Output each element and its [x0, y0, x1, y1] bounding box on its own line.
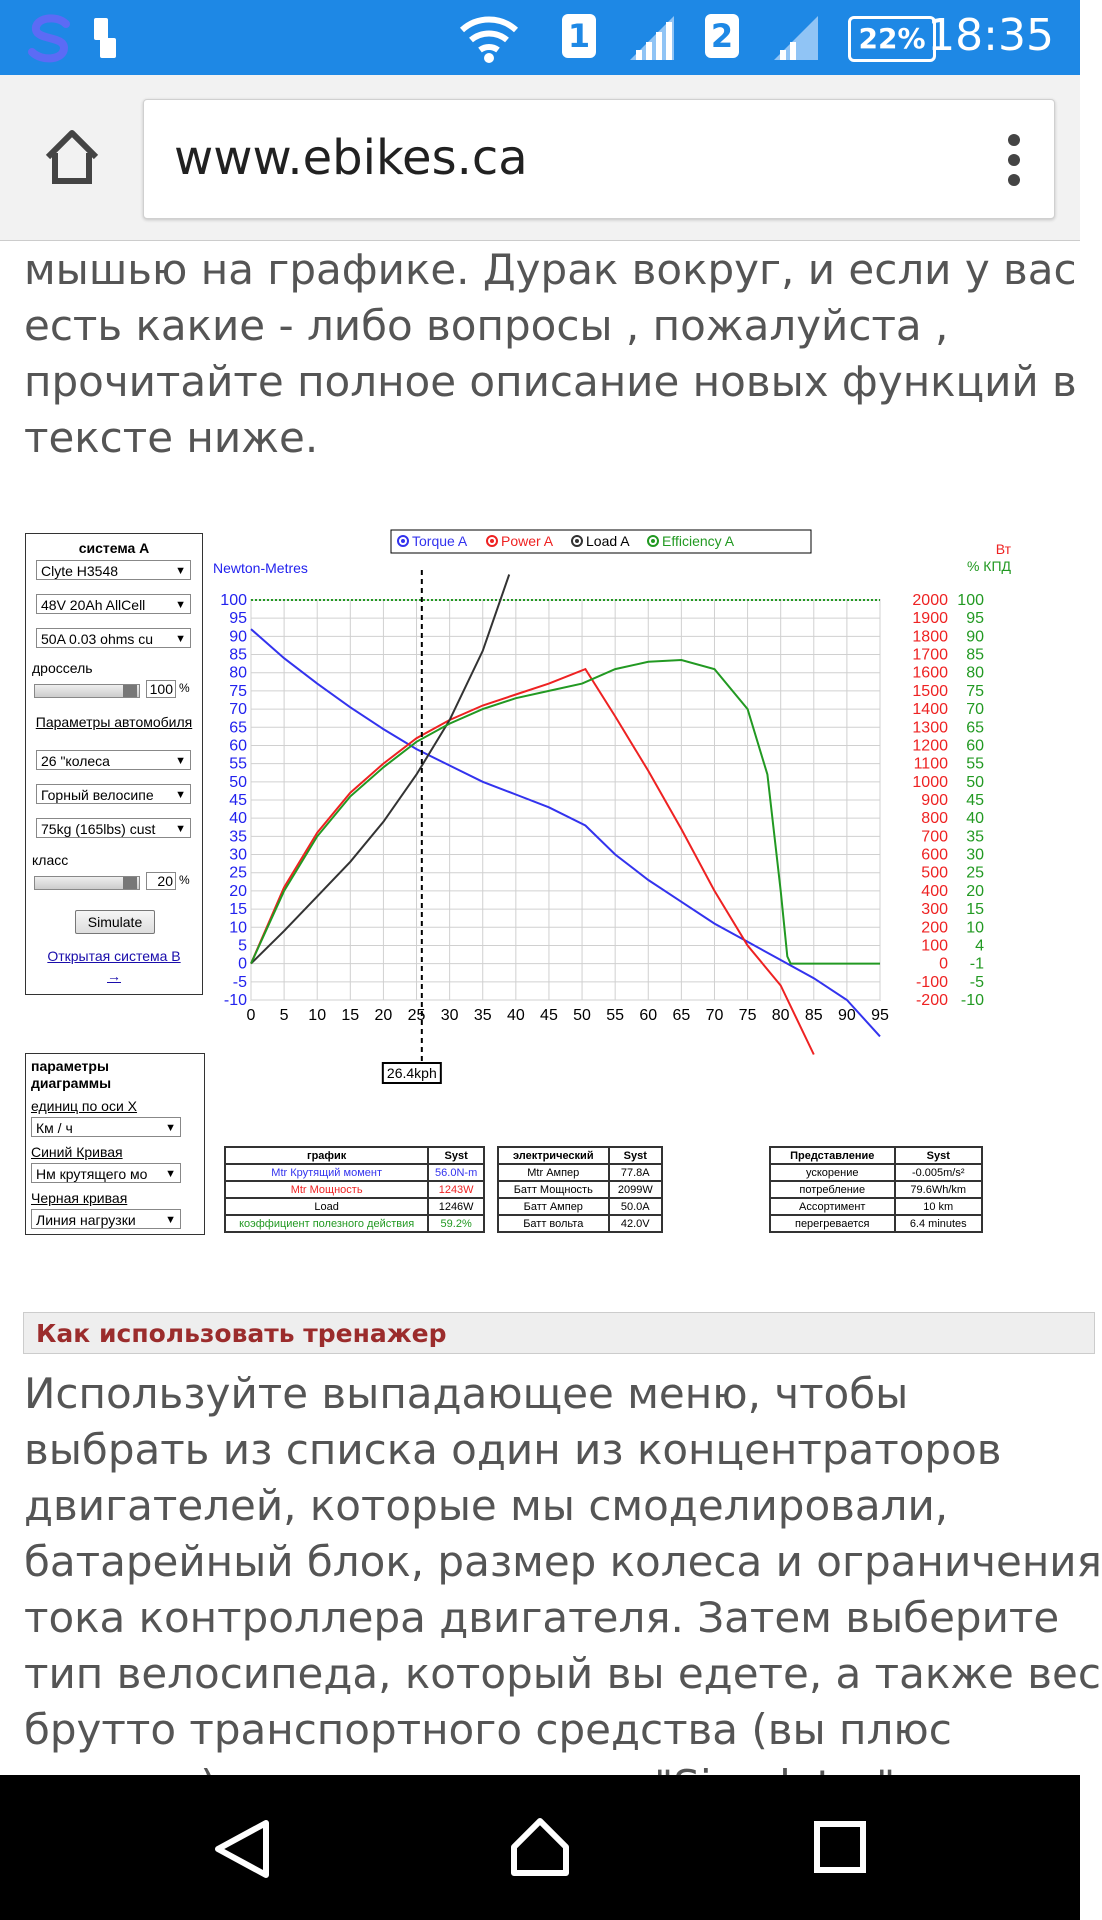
power-tick-label: 300	[921, 901, 948, 919]
efficiency-tick-label: 95	[966, 610, 984, 628]
blue-curve-label: Синий Кривая	[31, 1144, 123, 1160]
simulation-chart[interactable]	[205, 525, 1035, 1081]
power-tick-label: 1200	[912, 737, 948, 755]
table-row	[498, 1215, 662, 1232]
speed-marker-label: 26.4kph	[386, 1065, 437, 1081]
system-a-title: система A	[78, 540, 150, 556]
efficiency-tick-label: -10	[960, 992, 984, 1009]
x-tick-label: 70	[705, 1007, 724, 1024]
diagram-params-title: параметры диаграммы	[31, 1058, 112, 1091]
controller-select[interactable]	[36, 628, 191, 648]
y-tick-label: 75	[229, 682, 247, 700]
x-units-value: Км / ч	[36, 1120, 73, 1136]
throttle-label: дроссель	[32, 660, 93, 676]
table-cell: Load	[225, 1198, 428, 1215]
body-line: Используйте выпадающее меню, чтобы	[24, 1369, 909, 1418]
power-tick-label: 1700	[912, 646, 948, 664]
table-row	[225, 1198, 484, 1215]
efficiency-tick-label: 25	[966, 864, 984, 882]
efficiency-tick-label: 75	[966, 682, 984, 700]
power-tick-label: 200	[921, 919, 948, 937]
table-cell: Батт Ампер	[498, 1198, 609, 1215]
power-tick-label: 1300	[912, 719, 948, 737]
blue-curve-select[interactable]	[31, 1163, 181, 1183]
x-tick-label: 55	[606, 1007, 625, 1024]
legend-radio-dot	[575, 539, 579, 543]
table-cell: 56.0N-m	[428, 1164, 484, 1181]
efficiency-tick-label: 4	[975, 937, 984, 955]
signal-icon	[628, 14, 676, 62]
table-cell: 42.0V	[609, 1215, 662, 1232]
graph-table	[224, 1146, 485, 1233]
recents-icon[interactable]	[812, 1819, 868, 1875]
status-bar	[0, 0, 1080, 75]
table-row	[770, 1181, 982, 1198]
intro-line: мышью на графике. Дурак вокруг, и если у вас	[24, 245, 1077, 294]
grade-input[interactable]: 20	[146, 872, 176, 890]
y-tick-label: 5	[238, 937, 247, 955]
battery-select[interactable]	[36, 594, 191, 614]
x-units-label: единиц по оси X	[31, 1098, 138, 1114]
menu-dots-icon[interactable]	[1006, 134, 1022, 186]
power-tick-label: 500	[921, 864, 948, 882]
x-tick-label: 90	[837, 1007, 856, 1024]
table-cell: 1246W	[428, 1198, 484, 1215]
power-tick-label: 100	[921, 937, 948, 955]
x-tick-label: 35	[473, 1007, 492, 1024]
table-header: Syst	[895, 1147, 983, 1164]
table-cell: 10 km	[895, 1198, 983, 1215]
chevron-down-icon: ▼	[165, 1122, 176, 1134]
table-cell: 2099W	[609, 1181, 662, 1198]
table-row	[225, 1215, 484, 1232]
table-row	[770, 1164, 982, 1181]
battery-value: 48V 20Ah AllCell	[41, 597, 146, 613]
efficiency-tick-label: -1	[969, 955, 984, 973]
grade-label: класс	[32, 852, 69, 868]
wheel-value: 26 "колеса	[41, 753, 110, 769]
slider-knob[interactable]	[123, 877, 137, 889]
arrow-right-icon[interactable]: →	[107, 968, 121, 984]
table-row	[498, 1198, 662, 1215]
wheel-select[interactable]	[36, 750, 191, 770]
efficiency-tick-label: 20	[966, 882, 984, 900]
table-header: Syst	[428, 1147, 484, 1164]
weight-value: 75kg (165lbs) cust	[41, 821, 156, 837]
y-tick-label: 35	[229, 828, 247, 846]
x-tick-label: 50	[573, 1007, 591, 1024]
efficiency-tick-label: 65	[966, 719, 984, 737]
table-cell: -0.005m/s²	[895, 1164, 983, 1181]
intro-line: есть какие - либо вопросы , пожалуйста ,	[24, 301, 949, 350]
table-header: график	[225, 1147, 428, 1164]
browser-toolbar	[0, 75, 1080, 241]
efficiency-tick-label: 70	[966, 701, 984, 719]
weight-select[interactable]	[36, 818, 191, 838]
app-logo-icon	[22, 10, 78, 66]
y-tick-label: -10	[223, 992, 247, 1009]
electric-table	[497, 1146, 663, 1233]
y-tick-label: 55	[229, 755, 247, 773]
home-icon[interactable]	[42, 127, 102, 187]
efficiency-tick-label: 55	[966, 755, 984, 773]
legend-radio-dot	[490, 539, 494, 543]
controller-value: 50A 0.03 ohms cu	[41, 631, 154, 647]
table-header: Syst	[609, 1147, 662, 1164]
percent-sign: %	[179, 681, 190, 695]
y-tick-label: 85	[229, 646, 247, 664]
phone-icon	[92, 16, 118, 60]
efficiency-tick-label: 40	[966, 810, 984, 828]
y-tick-label: 25	[229, 864, 247, 882]
bike-type-select[interactable]	[36, 784, 191, 804]
table-cell: Батт Мощность	[498, 1181, 609, 1198]
left-axis-label: Newton-Metres	[213, 560, 308, 576]
x-tick-label: 65	[672, 1007, 691, 1024]
table-cell: 59.2%	[428, 1215, 484, 1232]
y-tick-label: 80	[229, 664, 247, 682]
efficiency-tick-label: 80	[966, 664, 984, 682]
chevron-down-icon: ▼	[175, 755, 186, 767]
power-tick-label: 1400	[912, 701, 948, 719]
system-a-panel	[25, 533, 203, 995]
chevron-down-icon: ▼	[175, 633, 186, 645]
chevron-down-icon: ▼	[175, 599, 186, 611]
table-row	[498, 1164, 662, 1181]
body-line: брутто транспортного средства (вы плюс	[24, 1705, 952, 1754]
table-cell: Mtr Ампер	[498, 1164, 609, 1181]
efficiency-tick-label: 100	[957, 592, 984, 609]
diagram-params-panel	[25, 1053, 205, 1235]
table-header: Представление	[770, 1147, 895, 1164]
power-tick-label: 1100	[913, 755, 948, 773]
table-cell: Батт вольта	[498, 1215, 609, 1232]
intro-paragraph	[24, 242, 1077, 466]
efficiency-tick-label: 60	[966, 737, 984, 755]
open-system-b-link[interactable]: Открытая система B	[47, 948, 181, 964]
table-cell: 77.8A	[609, 1164, 662, 1181]
chevron-down-icon: ▼	[175, 789, 186, 801]
vehicle-params-link[interactable]: Параметры автомобиля	[35, 714, 193, 730]
power-tick-label: 900	[921, 792, 948, 809]
performance-table	[769, 1146, 983, 1233]
x-tick-label: 10	[308, 1007, 327, 1024]
power-tick-label: -100	[915, 973, 948, 991]
y-tick-label: 50	[229, 773, 247, 791]
y-tick-label: 30	[229, 846, 247, 864]
x-tick-label: 30	[440, 1007, 459, 1024]
table-row	[770, 1198, 982, 1215]
black-curve-select[interactable]	[31, 1209, 181, 1229]
table-row	[225, 1164, 484, 1181]
motor-select[interactable]	[36, 560, 191, 580]
body-line: батарейный блок, размер колеса и ограничения	[24, 1537, 1102, 1586]
power-tick-label: 0	[939, 955, 948, 973]
power-tick-label: 600	[921, 846, 948, 864]
body-line: тока контроллера двигателя. Затем выберите	[24, 1593, 1060, 1642]
table-cell: потребление	[770, 1181, 895, 1198]
section-header	[23, 1312, 1095, 1354]
motor-value: Clyte H3548	[41, 563, 119, 579]
body-line: тип велосипеда, который вы едете, а также вес	[24, 1649, 1101, 1698]
power-tick-label: 400	[921, 882, 948, 900]
navigation-bar	[0, 1775, 1080, 1920]
sim1-badge: 1	[562, 14, 596, 58]
x-tick-label: 5	[279, 1007, 289, 1024]
y-tick-label: 20	[229, 882, 247, 900]
throttle-slider[interactable]	[34, 684, 140, 698]
sim2-badge: 2	[705, 14, 739, 58]
y-tick-label: 45	[229, 792, 247, 809]
percent-sign: %	[179, 873, 190, 887]
table-cell: 50.0A	[609, 1198, 662, 1215]
power-tick-label: 1600	[912, 664, 948, 682]
y-tick-label: 90	[229, 628, 247, 646]
power-tick-label: 800	[921, 810, 948, 828]
power-tick-label: 1500	[912, 682, 948, 700]
y-tick-label: 95	[229, 610, 247, 628]
body-paragraph	[24, 1366, 1102, 1814]
clock: 18:35	[927, 10, 1054, 61]
signal-weak-icon	[772, 14, 820, 62]
power-tick-label: 700	[921, 828, 948, 846]
efficiency-axis-label: % КПД	[966, 558, 1011, 574]
wifi-icon	[458, 12, 520, 64]
table-cell: 1243W	[428, 1181, 484, 1198]
y-tick-label: 10	[229, 919, 247, 937]
power-tick-label: -200	[915, 992, 948, 1009]
table-cell: Ассортимент	[770, 1198, 895, 1215]
x-tick-label: 80	[771, 1007, 790, 1024]
x-tick-label: 75	[738, 1007, 757, 1024]
x-tick-label: 20	[374, 1007, 393, 1024]
throttle-input[interactable]: 100	[146, 680, 176, 698]
x-tick-label: 25	[407, 1007, 426, 1024]
x-tick-label: 85	[804, 1007, 823, 1024]
legend-radio-dot	[651, 539, 655, 543]
x-tick-label: 0	[246, 1007, 256, 1024]
y-tick-label: 0	[238, 955, 247, 973]
url-text: www.ebikes.ca	[174, 130, 528, 186]
x-tick-label: 95	[871, 1007, 889, 1024]
url-bar[interactable]	[143, 99, 1055, 219]
legend-entry: Efficiency A	[662, 533, 735, 549]
y-tick-label: 15	[229, 901, 247, 919]
efficiency-tick-label: 85	[966, 646, 984, 664]
table-cell: коэффициент полезного действия	[225, 1215, 428, 1232]
intro-line: тексте ниже.	[24, 413, 319, 462]
grade-slider[interactable]	[34, 876, 140, 890]
efficiency-tick-label: 90	[966, 628, 984, 646]
intro-line: прочитайте полное описание новых функций в	[24, 357, 1077, 406]
y-tick-label: 70	[229, 701, 247, 719]
section-title: Как использовать тренажер	[36, 1319, 447, 1348]
simulate-button[interactable]: Simulate	[75, 910, 155, 934]
chevron-down-icon: ▼	[165, 1214, 176, 1226]
efficiency-tick-label: -5	[969, 973, 984, 991]
table-header: электрический	[498, 1147, 609, 1164]
power-axis-label: Вт	[995, 541, 1011, 557]
table-cell: Mtr Крутящий момент	[225, 1164, 428, 1181]
power-tick-label: 1000	[912, 773, 948, 791]
legend-entry: Load A	[586, 533, 630, 549]
power-tick-label: 2000	[912, 592, 948, 609]
table-row	[498, 1181, 662, 1198]
battery-indicator: 22%	[848, 16, 936, 62]
table-cell: 6.4 minutes	[895, 1215, 983, 1232]
x-units-select[interactable]	[31, 1117, 181, 1137]
efficiency-tick-label: 50	[966, 773, 984, 791]
y-tick-label: -5	[232, 973, 247, 991]
home-nav-icon[interactable]	[508, 1815, 572, 1879]
legend-radio-dot	[401, 539, 405, 543]
x-tick-label: 45	[540, 1007, 558, 1024]
table-cell: Mtr Мощность	[225, 1181, 428, 1198]
power-tick-label: 1900	[912, 610, 948, 628]
legend-entry: Torque A	[412, 533, 468, 549]
efficiency-tick-label: 10	[966, 919, 984, 937]
blue-curve-value: Нм крутящего мо	[36, 1166, 148, 1182]
efficiency-tick-label: 30	[966, 846, 984, 864]
y-tick-label: 60	[229, 737, 247, 755]
black-curve-value: Линия нагрузки	[36, 1212, 136, 1228]
table-row	[770, 1215, 982, 1232]
y-tick-label: 40	[229, 810, 247, 828]
chevron-down-icon: ▼	[175, 565, 186, 577]
y-tick-label: 100	[220, 592, 247, 609]
table-cell: ускорение	[770, 1164, 895, 1181]
table-cell: перегревается	[770, 1215, 895, 1232]
legend-entry: Power A	[501, 533, 554, 549]
bike-type-value: Горный велосипе	[41, 787, 154, 803]
x-tick-label: 15	[341, 1007, 360, 1024]
table-cell: 79.6Wh/km	[895, 1181, 983, 1198]
chevron-down-icon: ▼	[165, 1168, 176, 1180]
chevron-down-icon: ▼	[175, 823, 186, 835]
efficiency-tick-label: 45	[966, 792, 984, 809]
power-tick-label: 1800	[912, 628, 948, 646]
black-curve-label: Черная кривая	[31, 1190, 128, 1206]
body-line: выбрать из списка один из концентраторов	[24, 1425, 1002, 1474]
y-tick-label: 65	[229, 719, 247, 737]
slider-knob[interactable]	[123, 685, 137, 697]
table-row	[225, 1181, 484, 1198]
efficiency-tick-label: 35	[966, 828, 984, 846]
x-tick-label: 40	[506, 1007, 525, 1024]
back-icon[interactable]	[212, 1819, 272, 1879]
efficiency-tick-label: 15	[966, 901, 984, 919]
body-line: двигателей, которые мы смоделировали,	[24, 1481, 949, 1530]
x-tick-label: 60	[639, 1007, 658, 1024]
